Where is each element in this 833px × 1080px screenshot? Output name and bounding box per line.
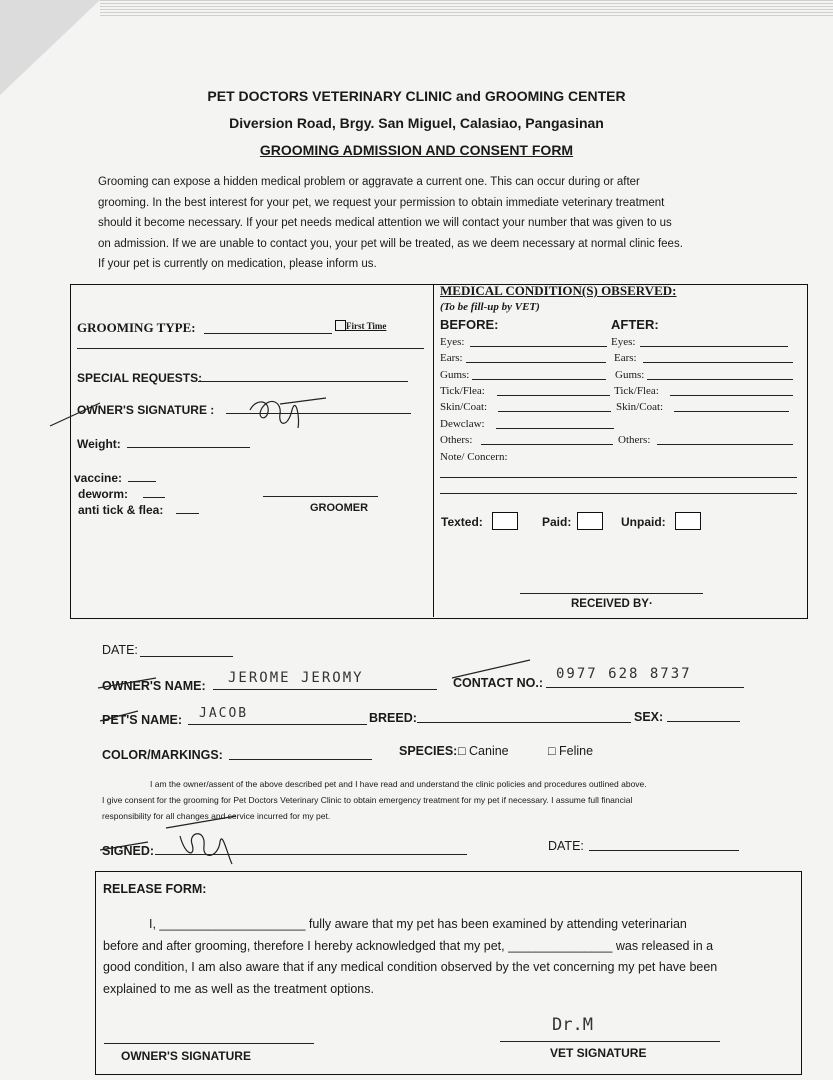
canine-option[interactable]: □ Canine	[458, 744, 509, 758]
date-label: DATE:	[102, 643, 138, 657]
vet-signature-line[interactable]	[500, 1041, 720, 1042]
before-tickflea-label: Tick/Flea:	[440, 385, 485, 397]
after-eyes-field[interactable]	[640, 346, 788, 347]
consent-line-2: I give consent for the grooming for Pet Doctors Veterinary Clinic to obtain emergency treatment for my pet if necessary. I assume full financial	[102, 795, 633, 805]
after-label: AFTER:	[611, 317, 659, 332]
grooming-type-label: GROOMING TYPE:	[77, 320, 196, 335]
color-markings-field[interactable]	[229, 759, 372, 760]
scanner-corner-shadow	[0, 0, 100, 95]
anti-tick-label: anti tick & flea:	[78, 503, 164, 517]
after-gums-field[interactable]	[647, 379, 793, 380]
medical-subtitle: (To be fill-up by VET)	[440, 301, 540, 313]
after-tickflea-label: Tick/Flea:	[614, 385, 659, 397]
after-skincoat-label: Skin/Coat:	[616, 401, 664, 413]
release-title: RELEASE FORM:	[103, 882, 207, 896]
intro-line: should it become necessary. If your pet needs medical attention we will contact your number that was given to us	[98, 217, 672, 229]
vet-initials: Dr.M	[552, 1015, 593, 1035]
species-label: SPECIES:	[399, 744, 458, 758]
pet-name-field[interactable]	[188, 724, 367, 725]
date-field[interactable]	[140, 656, 233, 657]
after-ears-label: Ears:	[614, 352, 637, 364]
signed-label: SIGNED:	[102, 844, 155, 858]
breed-label: BREED:	[369, 711, 417, 725]
special-requests-field[interactable]	[198, 381, 408, 382]
release-line: before and after grooming, therefore I hereby acknowledged that my pet, _______________ was released in a	[103, 938, 714, 953]
owner-signature-label: OWNER'S SIGNATURE :	[77, 403, 215, 417]
groomer-label: GROOMER	[310, 502, 369, 514]
deworm-label: deworm:	[78, 487, 129, 501]
before-eyes-field[interactable]	[470, 346, 607, 347]
clinic-name: PET DOCTORS VETERINARY CLINIC and GROOMING CENTER	[207, 88, 626, 104]
anti-tick-field[interactable]	[176, 513, 199, 514]
panel-divider	[433, 284, 434, 617]
intro-line: on admission. If we are unable to contact you, your pet will be treated, as we deem necessary at normal clinic fees.	[98, 237, 683, 250]
pet-name-strike	[98, 706, 158, 726]
special-requests-label: SPECIAL REQUESTS:	[77, 371, 203, 385]
intro-paragraph	[98, 172, 758, 275]
before-eyes-label: Eyes:	[440, 336, 465, 348]
breed-field[interactable]	[417, 722, 631, 723]
intro-line: Grooming can expose a hidden medical problem or aggravate a current one. This can occur during or after	[98, 176, 640, 188]
after-ears-field[interactable]	[643, 362, 793, 363]
groomer-signature-line[interactable]	[263, 496, 378, 497]
vaccine-label: vaccine:	[74, 471, 123, 485]
before-dewclaw-field[interactable]	[496, 428, 614, 429]
deworm-field[interactable]	[143, 497, 165, 498]
release-owner-signature-line[interactable]	[104, 1043, 314, 1044]
paid-label: Paid:	[542, 515, 572, 529]
paid-checkbox[interactable]	[577, 512, 603, 530]
before-others-label: Others:	[440, 434, 473, 446]
before-ears-field[interactable]	[466, 362, 606, 363]
contact-label: CONTACT NO.:	[453, 676, 544, 690]
after-others-label: Others:	[618, 434, 651, 446]
intro-line: If your pet is currently on medication, please inform us.	[98, 258, 377, 270]
before-skincoat-label: Skin/Coat:	[440, 401, 488, 413]
signed-date-field[interactable]	[589, 850, 739, 851]
note-line-2[interactable]	[440, 493, 797, 494]
after-others-field[interactable]	[657, 444, 793, 445]
after-gums-label: Gums:	[615, 369, 645, 381]
scanner-edge	[100, 0, 833, 18]
grooming-type-field[interactable]	[204, 333, 332, 334]
owner-signature-scribble	[30, 388, 340, 438]
before-gums-label: Gums:	[440, 369, 470, 381]
clinic-address: Diversion Road, Brgy. San Miguel, Calasiao, Pangasinan	[229, 115, 604, 131]
vaccine-field[interactable]	[128, 481, 156, 482]
color-markings-label: COLOR/MARKINGS:	[102, 748, 223, 762]
intro-line: grooming. In the best interest for your pet, we request your permission to obtain immediate veterinary treatment	[98, 196, 665, 209]
release-paragraph	[103, 914, 797, 1000]
pet-name-label: PET'S NAME:	[102, 713, 183, 727]
consent-line-3: responsibility for all changes and service incurred for my pet.	[102, 811, 331, 821]
contact-value: 0977 628 8737	[556, 666, 692, 682]
before-label: BEFORE:	[440, 317, 499, 332]
before-gums-field[interactable]	[472, 379, 606, 380]
weight-field[interactable]	[127, 447, 250, 448]
release-owner-signature-label: OWNER'S SIGNATURE	[121, 1049, 251, 1063]
contact-strike	[450, 656, 540, 686]
first-time-label: First Time	[346, 321, 387, 331]
release-line: explained to me as well as the treatment options.	[103, 981, 374, 996]
before-skincoat-field[interactable]	[498, 411, 611, 412]
first-time-checkbox[interactable]	[335, 320, 346, 331]
after-skincoat-field[interactable]	[674, 411, 789, 412]
unpaid-checkbox[interactable]	[675, 512, 701, 530]
grooming-type-extra-line[interactable]	[77, 348, 424, 349]
owner-name-label: OWNER'S NAME:	[102, 679, 206, 693]
release-line: I, _____________________ fully aware that my pet has been examined by attending veterinarian	[149, 917, 687, 931]
before-dewclaw-label: Dewclaw:	[440, 418, 485, 430]
note-concern-label: Note/ Concern:	[440, 451, 508, 463]
texted-label: Texted:	[441, 515, 483, 529]
owner-name-strike	[96, 672, 176, 692]
release-line: good condition, I am also aware that if any medical condition observed by the vet concerning my pet have been	[103, 960, 718, 974]
received-by-line[interactable]	[520, 593, 703, 594]
vet-signature-label: VET SIGNATURE	[550, 1046, 647, 1060]
consent-line-1: I am the owner/assent of the above described pet and I have read and understand the clinic policies and procedures outlined above.	[150, 779, 647, 789]
note-line-1[interactable]	[440, 477, 797, 478]
received-by-label: RECEIVED BY·	[571, 598, 653, 610]
form-title: GROOMING ADMISSION AND CONSENT FORM	[259, 142, 574, 158]
sex-label: SEX:	[634, 710, 664, 724]
texted-checkbox[interactable]	[492, 512, 518, 530]
pet-name-value: JACOB	[199, 706, 249, 721]
owner-name-value: JEROME JEROMY	[228, 670, 364, 686]
medical-title: MEDICAL CONDITION(S) OBSERVED:	[440, 283, 677, 298]
after-tickflea-field[interactable]	[670, 395, 793, 396]
feline-option[interactable]: □ Feline	[548, 744, 594, 758]
before-ears-label: Ears:	[440, 352, 463, 364]
before-tickflea-field[interactable]	[497, 395, 610, 396]
signed-signature-scribble	[96, 808, 276, 868]
owner-name-field[interactable]	[213, 689, 437, 690]
contact-field[interactable]	[546, 687, 744, 688]
before-others-field[interactable]	[481, 444, 613, 445]
sex-field[interactable]	[667, 721, 740, 722]
after-eyes-label: Eyes:	[611, 336, 636, 348]
signed-date-label: DATE:	[548, 839, 584, 853]
unpaid-label: Unpaid:	[621, 515, 666, 529]
weight-label: Weight:	[77, 437, 121, 451]
